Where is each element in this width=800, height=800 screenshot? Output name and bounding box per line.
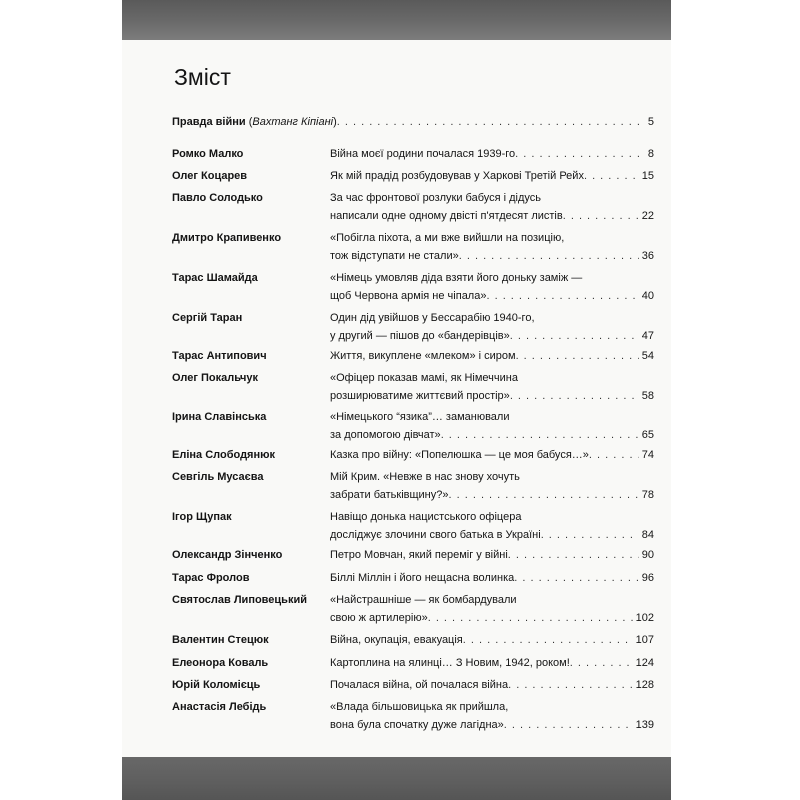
- entry-title-line: Життя, викуплене «млеком» і сиром: [330, 350, 516, 362]
- page-number: 65: [641, 429, 654, 441]
- entry-title-line: «Німецького “язика”… заманювали: [330, 411, 510, 423]
- page-number: 78: [641, 489, 654, 501]
- top-dark-band: [122, 0, 671, 40]
- dot-leader: [508, 676, 633, 694]
- entry-author: Тарас Антипович: [172, 350, 267, 362]
- entry-title: [330, 167, 654, 185]
- entry-title-line: Казка про війну: «Попелюшка — це моя бабуся…»: [330, 449, 589, 461]
- entry-title-line: Біллі Міллін і його нещасна волинка: [330, 572, 515, 584]
- entry-title-line: «Побігла піхота, а ми вже вийшли на позицію,: [330, 232, 565, 244]
- page-number: 40: [641, 290, 654, 302]
- dot-leader: [459, 247, 639, 265]
- dot-leader: [584, 167, 639, 185]
- entry-title: [330, 508, 654, 544]
- entry-title: [330, 347, 654, 365]
- entry-author: Севгіль Мусаєва: [172, 471, 264, 483]
- entry-author: Елеонора Коваль: [172, 657, 269, 669]
- entry-author: Олег Покальчук: [172, 372, 259, 384]
- dot-leader: [541, 526, 639, 544]
- entry-title: [330, 269, 654, 305]
- entry-title-line: за допомогою дівчат»: [330, 429, 441, 441]
- entry-author: Ромко Малко: [172, 148, 244, 160]
- page-number: 8: [647, 148, 654, 160]
- dot-leader: [441, 426, 639, 444]
- dot-leader: [486, 287, 638, 305]
- entry-author: Тарас Фролов: [172, 572, 250, 584]
- page-number: 84: [641, 529, 654, 541]
- entry-author: Дмитро Крапивенко: [172, 232, 282, 244]
- entry-author: Олександр Зінченко: [172, 549, 283, 561]
- page-number: 102: [635, 612, 654, 624]
- page-number: 90: [641, 549, 654, 561]
- entry-title: [330, 369, 654, 405]
- entry-title-line: Війна, окупація, евакуація: [330, 634, 463, 646]
- dot-leader: [589, 446, 639, 464]
- dot-leader: [337, 113, 645, 131]
- entry-title: [330, 569, 654, 587]
- dot-leader: [428, 609, 633, 627]
- page-number: 107: [635, 634, 654, 646]
- entry-author: Ігор Щупак: [172, 511, 232, 523]
- entry-title-line: свою ж артилерію»: [330, 612, 428, 624]
- entry-author: Святослав Липовецький: [172, 594, 307, 606]
- entry-author: Юрій Коломієць: [172, 679, 261, 691]
- dot-leader: [570, 654, 633, 672]
- entry-title-line: «Влада більшовицька як прийшла,: [330, 701, 509, 713]
- page-number: 5: [647, 116, 654, 128]
- page-number: 124: [635, 657, 654, 669]
- dot-leader: [514, 569, 639, 587]
- dot-leader: [516, 347, 639, 365]
- page-title: Зміст: [174, 64, 231, 90]
- entry-author: Олег Коцарев: [172, 170, 248, 182]
- entry-title-line: розширюватиме життєвий простір»: [330, 390, 510, 402]
- book-page: [122, 0, 671, 800]
- bottom-dark-band: [122, 757, 671, 800]
- intro-author: Вахтанг Кіпіані: [252, 116, 334, 128]
- entry-title-line: у другий — пішов до «бандерівців»: [330, 330, 510, 342]
- dot-leader: [510, 327, 639, 345]
- entry-title: [330, 145, 654, 163]
- entry-title-line: щоб Червона армія не чіпала»: [330, 290, 487, 302]
- dot-leader: [510, 387, 639, 405]
- page-number: 96: [641, 572, 654, 584]
- entry-title: [330, 408, 654, 444]
- entry-title-line: Війна моєї родини почалася 1939-го: [330, 148, 516, 160]
- entry-title: [330, 654, 654, 672]
- entry-title: [330, 698, 654, 734]
- dot-leader: [563, 207, 639, 225]
- dot-leader: [449, 486, 639, 504]
- entry-title-line: вона була спочатку дуже лагідна»: [330, 719, 504, 731]
- entry-title-line: За час фронтової розлуки бабуся і дідусь: [330, 192, 542, 204]
- entry-title-line: Картоплина на ялинці… З Новим, 1942, роком!: [330, 657, 570, 669]
- page-number: 15: [641, 170, 654, 182]
- entry-title: [330, 189, 654, 225]
- entry-author: Анастасія Лебідь: [172, 701, 267, 713]
- entry-title-line: Один дід увійшов у Бессарабію 1940-го,: [330, 312, 535, 324]
- entry-title-line: тож відступати не стали»: [330, 250, 459, 262]
- entry-title: [330, 468, 654, 504]
- page-number: 36: [641, 250, 654, 262]
- entry-title: [330, 591, 654, 627]
- page-number: 128: [635, 679, 654, 691]
- toc-intro-entry: Правда війни ( Вахтанг Кіпіані ) . . . 5: [172, 113, 654, 131]
- entry-title-line: «Офіцер показав мамі, як Німеччина: [330, 372, 518, 384]
- entry-title-line: Петро Мовчан, який переміг у війні: [330, 549, 508, 561]
- entry-title-line: «Найстрашніше — як бомбардували: [330, 594, 517, 606]
- entry-author: Павло Солодько: [172, 192, 263, 204]
- entry-author: Сергій Таран: [172, 312, 243, 324]
- page-number: 54: [641, 350, 654, 362]
- entry-title: [330, 546, 654, 564]
- page-number: 74: [641, 449, 654, 461]
- intro-title: Правда війни: [172, 116, 246, 128]
- dot-leader: [463, 631, 633, 649]
- entry-author: Тарас Шамайда: [172, 272, 258, 284]
- dot-leader: [504, 716, 633, 734]
- entry-title-line: забрати батьківщину?»: [330, 489, 449, 501]
- page-number: 47: [641, 330, 654, 342]
- entry-title-line: Мій Крим. «Невже в нас знову хочуть: [330, 471, 520, 483]
- entry-author: Валентин Стецюк: [172, 634, 269, 646]
- page-number: 58: [641, 390, 654, 402]
- entry-title: [330, 229, 654, 265]
- entry-title-line: написали одне одному двісті п'ятдесят листів: [330, 210, 563, 222]
- entry-title-line: досліджує злочини свого батька в Україні: [330, 529, 541, 541]
- entry-title-line: «Німець умовляв діда взяти його доньку заміж —: [330, 272, 583, 284]
- dot-leader: [508, 546, 639, 564]
- entry-title: [330, 676, 654, 694]
- entry-title: [330, 309, 654, 345]
- page-number: 22: [641, 210, 654, 222]
- entry-title: [330, 631, 654, 649]
- entry-title-line: Почалася війна, ой почалася війна: [330, 679, 509, 691]
- entry-title: [330, 446, 654, 464]
- entry-title-line: Навіщо донька нацистського офіцера: [330, 511, 522, 523]
- page-number: 139: [635, 719, 654, 731]
- entry-author: Ірина Славінська: [172, 411, 267, 423]
- entry-title-line: Як мій прадід розбудовував у Харкові Третій Рейх: [330, 170, 584, 182]
- dot-leader: [515, 145, 645, 163]
- entry-author: Еліна Слободянюк: [172, 449, 276, 461]
